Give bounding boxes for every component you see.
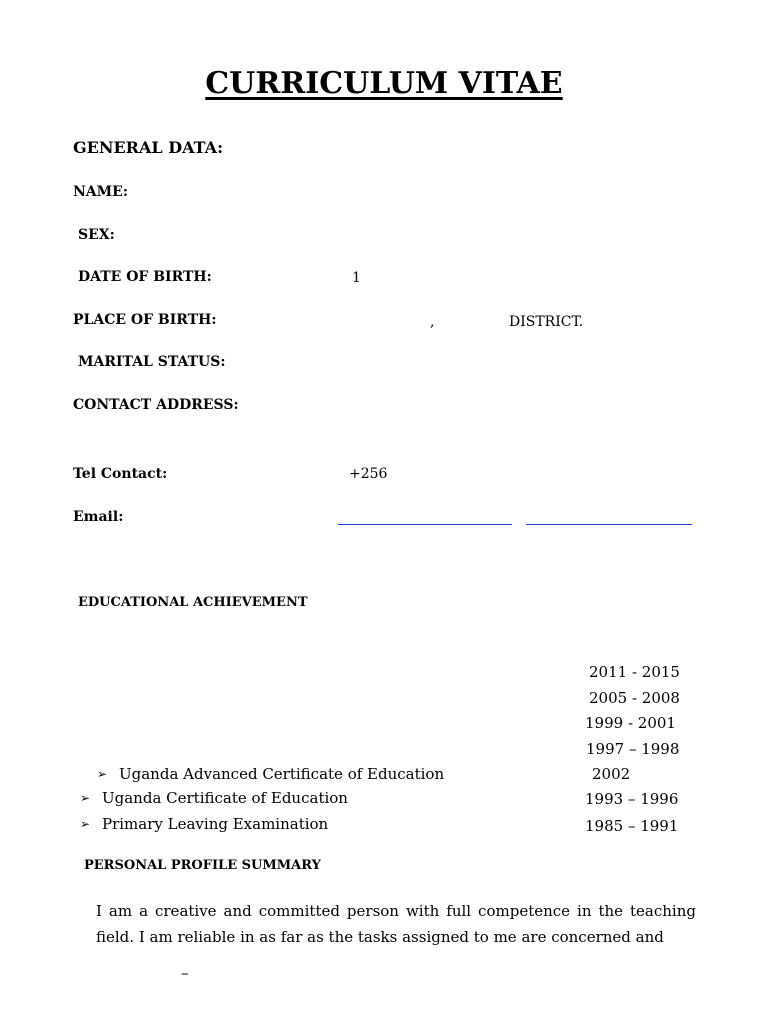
education-item-year: 1993 – 1996 [585, 790, 679, 808]
profile-text: I am a creative and committed person with full competence in the teaching field. I am reliable in as far as the tasks assigned to me are concerned and [96, 902, 696, 946]
education-item-label: Uganda Advanced Certificate of Education [119, 765, 445, 783]
education-heading: EDUCATIONAL ACHIEVEMENT [78, 595, 308, 610]
education-year: 1997 – 1998 [586, 740, 680, 758]
email-link-1[interactable] [338, 524, 512, 525]
education-year: 2005 - 2008 [589, 689, 680, 707]
dob-label: DATE OF BIRTH: [78, 269, 212, 285]
sex-label: SEX: [78, 227, 115, 243]
profile-heading: PERSONAL PROFILE SUMMARY [84, 858, 321, 873]
general-data-heading: GENERAL DATA: [73, 138, 223, 157]
dob-value: 1 [352, 270, 361, 286]
arrow-bullet-icon: ➢ [97, 767, 108, 781]
email-link-2[interactable] [526, 524, 692, 525]
document-title: CURRICULUM VITAE [205, 66, 563, 101]
education-item-label: Uganda Certificate of Education [102, 789, 348, 807]
email-label: Email: [73, 509, 124, 525]
pob-comma: , [430, 314, 435, 330]
education-year: 2011 - 2015 [589, 663, 680, 681]
pob-district: DISTRICT. [509, 314, 584, 330]
arrow-bullet-icon: ➢ [80, 817, 91, 831]
arrow-bullet-icon: ➢ [80, 791, 91, 805]
pob-label: PLACE OF BIRTH: [73, 312, 217, 328]
name-label: NAME: [73, 184, 128, 200]
education-item-label: Primary Leaving Examination [102, 815, 329, 833]
profile-dash: – [181, 964, 189, 982]
tel-contact-value: +256 [349, 466, 388, 482]
tel-contact-label: Tel Contact: [73, 466, 168, 482]
education-item-year: 1985 – 1991 [585, 817, 679, 835]
marital-status-label: MARITAL STATUS: [78, 354, 226, 370]
education-year: 1999 - 2001 [585, 714, 676, 732]
education-item-year: 2002 [592, 765, 631, 783]
contact-address-label: CONTACT ADDRESS: [73, 397, 239, 413]
